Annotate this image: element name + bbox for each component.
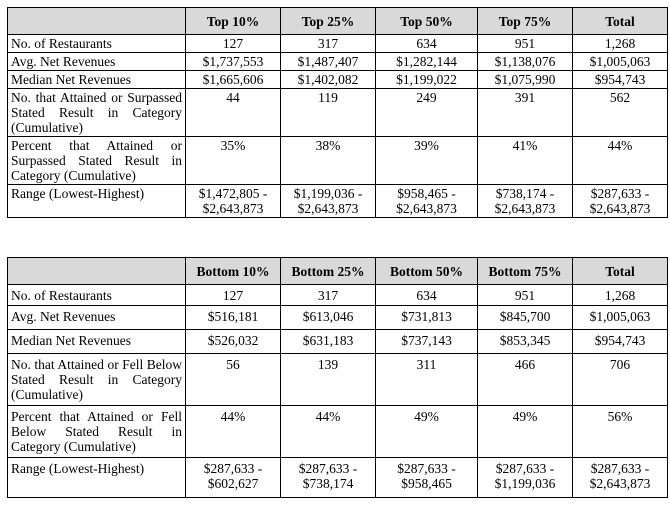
table-cell: $1,005,063 [573,53,668,71]
column-header: Top 75% [478,8,573,35]
table-cell: 49% [376,406,478,458]
table-cell: $1,487,407 [281,53,376,71]
column-header: Bottom 50% [376,258,478,285]
table-cell: 44% [186,406,281,458]
table-cell: $1,075,990 [478,71,573,89]
table-cell: 56 [186,354,281,406]
table-cell: 39% [376,137,478,185]
table-row [8,330,668,354]
table-cell: $516,181 [186,306,281,330]
table-cell: 634 [376,35,478,53]
header-corner-cell [8,8,186,35]
table-cell: $1,737,553 [186,53,281,71]
table-cell: $1,199,022 [376,71,478,89]
row-label: No. that Attained or Surpassed Stated Result in Category (Cumulative) [8,89,186,137]
table-cell: $954,743 [573,330,668,354]
column-header: Bottom 25% [281,258,376,285]
table-cell: $1,282,144 [376,53,478,71]
table-cell: $631,183 [281,330,376,354]
table-cell: $1,005,063 [573,306,668,330]
table-cell: 139 [281,354,376,406]
table-row [8,185,668,218]
top-performance-table [7,7,668,218]
table-cell: $731,813 [376,306,478,330]
table-cell: $1,472,805 - $2,643,873 [186,185,281,218]
table-cell: 44 [186,89,281,137]
table-cell: 249 [376,89,478,137]
column-header: Bottom 10% [186,258,281,285]
table-cell: 391 [478,89,573,137]
table-row [8,35,668,53]
table-cell: $737,143 [376,330,478,354]
column-header: Top 50% [376,8,478,35]
table-cell: 634 [376,285,478,306]
table-cell: $853,345 [478,330,573,354]
table-cell: 951 [478,35,573,53]
table-row [8,406,668,458]
table-cell: $1,199,036 - $2,643,873 [281,185,376,218]
row-label: Percent that Attained or Fell Below Stated Result in Category (Cumulative) [8,406,186,458]
table-cell: $287,633 - $1,199,036 [478,458,573,498]
table-cell: $287,633 - $958,465 [376,458,478,498]
table-row [8,354,668,406]
column-header: Top 25% [281,8,376,35]
table-cell: 127 [186,35,281,53]
table-cell: 38% [281,137,376,185]
table-cell: 44% [573,137,668,185]
table-cell: 1,268 [573,35,668,53]
row-label: No. that Attained or Fell Below Stated Result in Category (Cumulative) [8,354,186,406]
table-cell: $287,633 - $2,643,873 [573,458,668,498]
table-row [8,458,668,498]
table-header-row [8,8,668,35]
row-label: Range (Lowest-Highest) [8,458,186,498]
table-row [8,285,668,306]
row-label: Percent that Attained or Surpassed Stated Result in Category (Cumulative) [8,137,186,185]
column-header: Top 10% [186,8,281,35]
table-cell: 56% [573,406,668,458]
table-cell: 49% [478,406,573,458]
table-cell: $1,138,076 [478,53,573,71]
table-cell: 466 [478,354,573,406]
table-cell: $954,743 [573,71,668,89]
table-cell: 706 [573,354,668,406]
column-header: Total [573,258,668,285]
table-cell: 562 [573,89,668,137]
bottom-performance-table [7,257,668,498]
table-cell: $845,700 [478,306,573,330]
table-row [8,53,668,71]
table-cell: 317 [281,35,376,53]
row-label: Range (Lowest-Highest) [8,185,186,218]
table-cell: $526,032 [186,330,281,354]
table-cell: 35% [186,137,281,185]
table-cell: $287,633 - $738,174 [281,458,376,498]
row-label: Avg. Net Revenues [8,53,186,71]
table-cell: $1,402,082 [281,71,376,89]
column-header: Total [573,8,668,35]
table-row [8,89,668,137]
row-label: Median Net Revenues [8,71,186,89]
table-cell: $287,633 - $602,627 [186,458,281,498]
row-label: Median Net Revenues [8,330,186,354]
table-cell: $738,174 - $2,643,873 [478,185,573,218]
column-header: Bottom 75% [478,258,573,285]
table-cell: 1,268 [573,285,668,306]
table-cell: 119 [281,89,376,137]
row-label: No. of Restaurants [8,285,186,306]
table-cell: $613,046 [281,306,376,330]
table-cell: $287,633 - $2,643,873 [573,185,668,218]
table-row [8,306,668,330]
table-cell: 311 [376,354,478,406]
table-cell: 41% [478,137,573,185]
table-header-row [8,258,668,285]
table-row [8,71,668,89]
table-cell: 127 [186,285,281,306]
row-label: Avg. Net Revenues [8,306,186,330]
table-cell: 317 [281,285,376,306]
table-cell: $958,465 - $2,643,873 [376,185,478,218]
table-cell: 951 [478,285,573,306]
header-corner-cell [8,258,186,285]
table-cell: $1,665,606 [186,71,281,89]
table-row [8,137,668,185]
table-cell: 44% [281,406,376,458]
row-label: No. of Restaurants [8,35,186,53]
